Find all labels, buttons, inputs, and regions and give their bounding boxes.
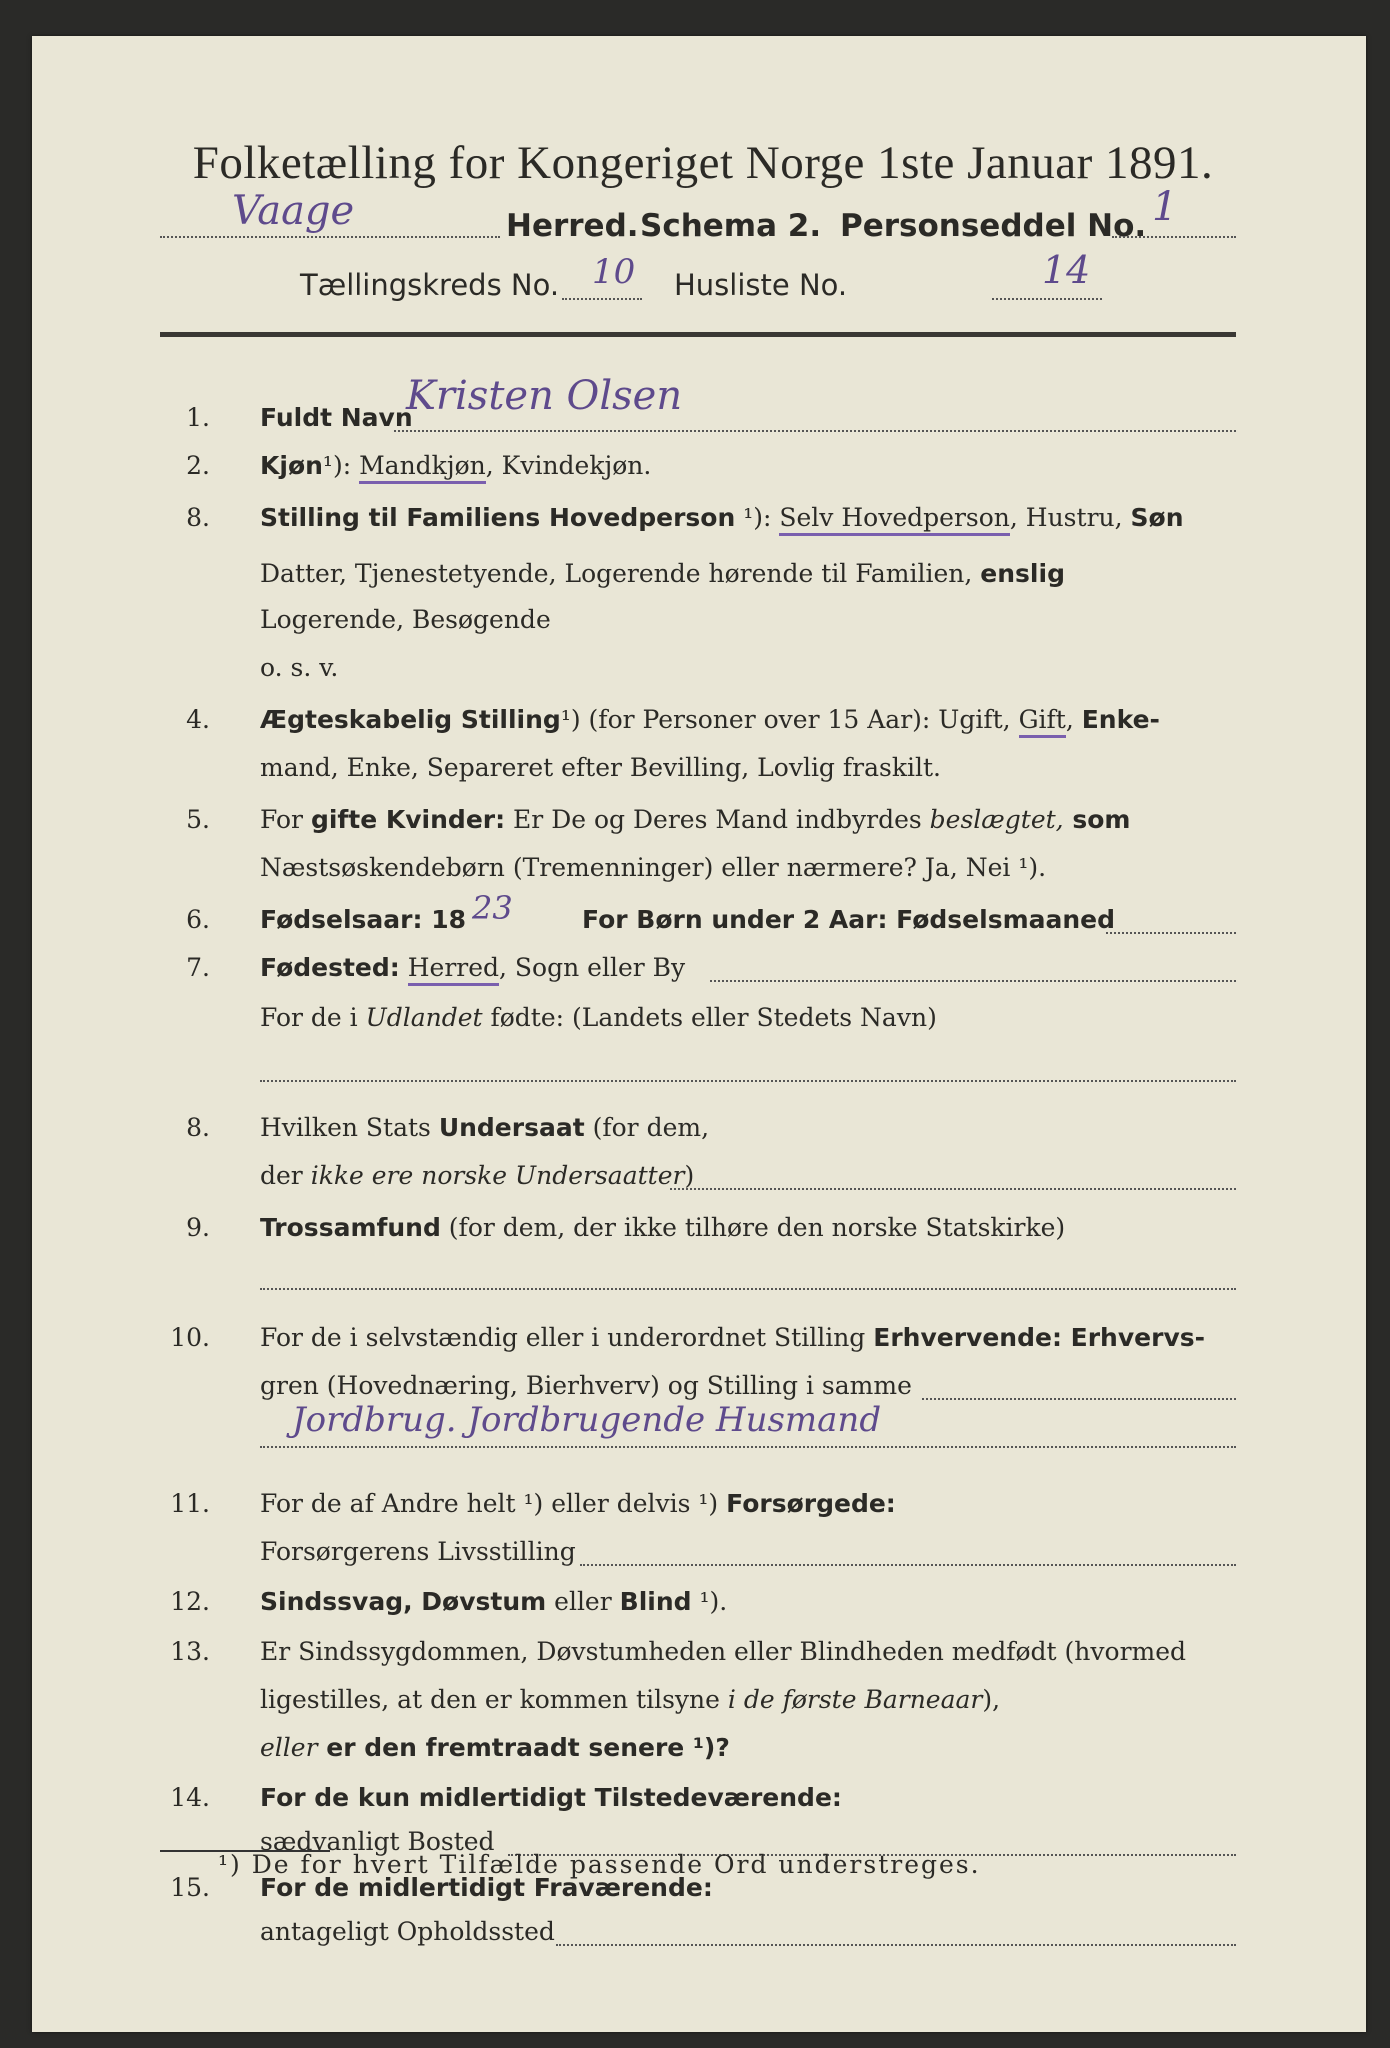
husliste-value: 14: [1042, 248, 1091, 292]
footnote: ¹) De for hvert Tilfælde passende Ord understreges.: [218, 1850, 981, 1879]
herred-value: Vaage: [232, 188, 355, 234]
birth-year-value: 23: [472, 889, 513, 927]
form-title: Folketælling for Kongeriget Norge 1ste Januar 1891.: [192, 137, 1214, 189]
name-value: Kristen Olsen: [406, 373, 683, 419]
occupation-value: Jordbrug. Jordbrugende Husmand: [292, 1400, 882, 1440]
kreds-label: Tællingskreds No.: [300, 268, 560, 302]
kreds-value: 10: [592, 252, 636, 292]
husliste-label: Husliste No.: [674, 268, 848, 302]
header-rule: [160, 332, 1236, 337]
schema-label: Schema 2.: [640, 208, 822, 244]
personseddel-value: 1: [1152, 184, 1178, 230]
personseddel-label: Personseddel No.: [840, 208, 1147, 244]
census-form: Folketælling for Kongeriget Norge 1ste Januar 1891. Vaage Herred. Schema 2. Personseddel No. 1 Tællingskreds No. 10 Husliste No. 14 1. Fuldt Navn Kristen Olsen 2. Kjøn¹): Mandkjøn, Kvindekjøn. 8. Stilling til Familiens Hovedperson ¹): Selv Hovedperson, Hustru, Søn Datter, Tjenestetyende, Logerende hørende til Familien, enslig Logerende, Besøgende o. s. v. 4. Ægteskabelig Stilling¹) (for Personer over 15 Aar): Ugift, Gift, Enke- mand, Enke, Separeret efter Bevilling, Lovlig fraskilt. 5. For gifte Kvinder: Er De og Deres Mand indbyrdes beslægtet, som Næstsøskendebørn (Tremenninger) eller nærmere? Ja, Nei ¹). 6. Fødselsaar: 18 23 For Børn under 2 Aar: Fødselsmaaned 7. Fødested: Herred, Sogn eller By For de i Udlandet fødte: (Landets eller Stedets Navn) 8. Hvilken Stats Undersaat (for dem, der ikke ere norske Undersaatter) 9. Trossamfund (for dem, der ikke tilhøre den norske Statskirke) 10. For de i selvstændig eller i underordnet Stilling Erhvervende: Erhvervs- gren (Hovednæring, Bierhverv) og Stilling i samme Jordbrug. Jordbrugende Husmand 11. For de af Andre helt ¹) eller delvis ¹) Forsørgede: Forsørgerens Livsstilling 12. Sindssvag, Døvstum eller Blind ¹). 13. Er Sindssygdommen, Døvstumheden eller Blindheden medfødt (hvormed ligestilles, at den er kommen tilsyne i de første Barneaar), eller er den fremtraadt senere ¹)? 14. For de kun midlertidigt Tilstedeværende: sædvanligt Bosted 15. For de midlertidigt Fraværende: antageligt Opholdssted: [32, 36, 1366, 2032]
herred-label: Herred.: [506, 208, 639, 244]
